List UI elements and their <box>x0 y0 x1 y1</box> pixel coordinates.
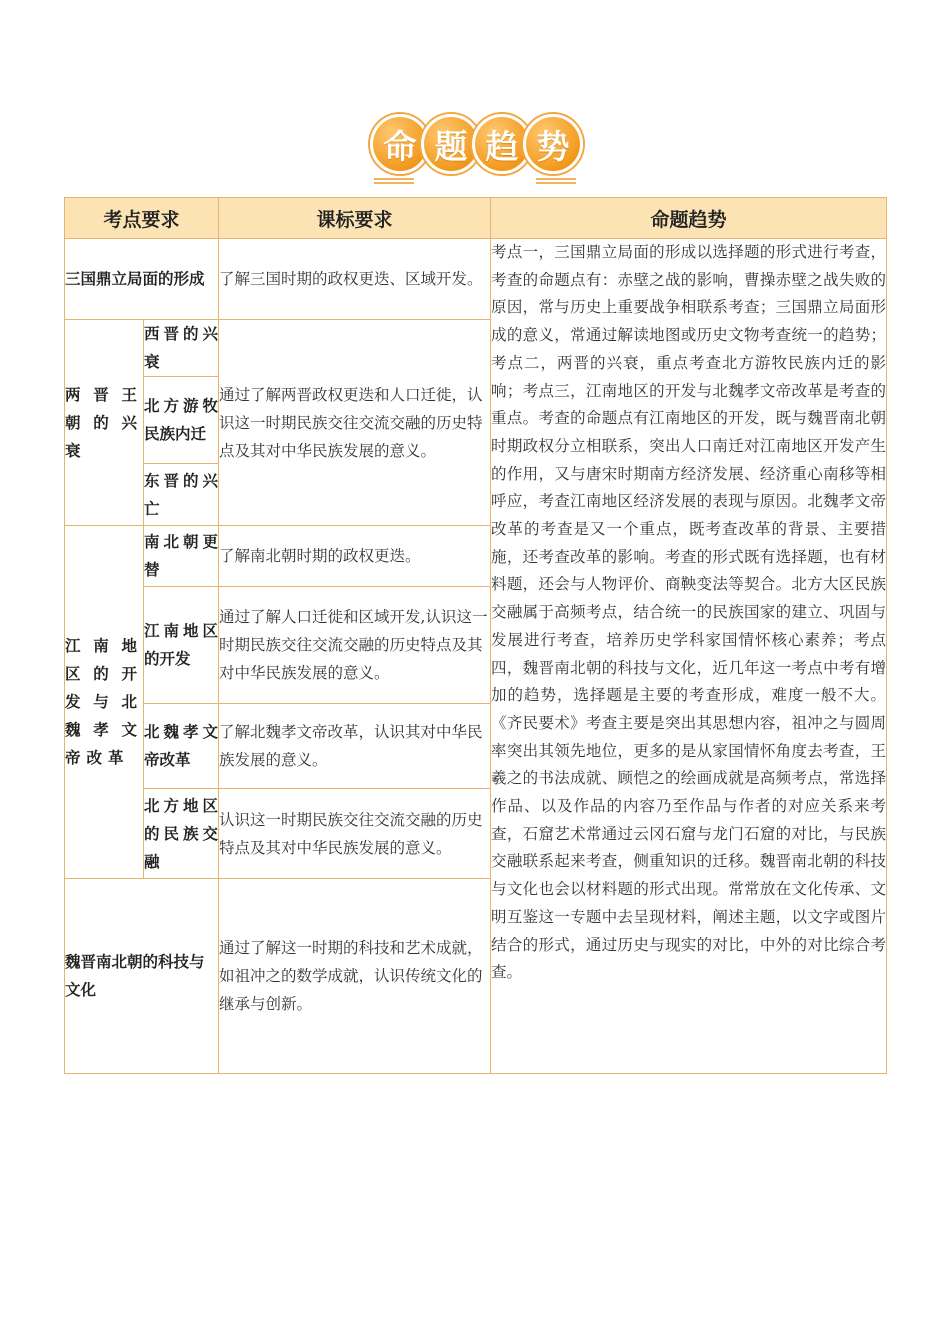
kaodian-cell: 三国鼎立局面的形成 <box>65 239 219 320</box>
header-qushi: 命题趋势 <box>491 198 887 239</box>
table-header-row <box>65 198 887 239</box>
banner-underline-left <box>374 178 414 180</box>
sub-kaodian-cell: 北方游牧民族内迁 <box>144 377 219 464</box>
sub-kaodian-cell: 南北朝更替 <box>144 526 219 587</box>
banner-char-4: 势 <box>523 114 583 174</box>
kebiao-cell: 了解北魏孝文帝改革，认识其对中华民族发展的意义。 <box>219 704 491 789</box>
kebiao-cell: 通过了解人口迁徙和区域开发,认识这一时期民族交往交流交融的历史特点及其对中华民族发展的意义。 <box>219 587 491 704</box>
banner-underline-left-2 <box>374 182 414 184</box>
kaodian-group-cell: 两晋王朝的兴衰 <box>65 320 144 526</box>
banner-underline-right <box>536 178 576 180</box>
kaodian-group-cell: 江南地区的开发与北魏孝文帝改革 <box>65 526 144 879</box>
sub-kaodian-cell: 北魏孝文帝改革 <box>144 704 219 789</box>
section-banner <box>0 112 950 184</box>
header-kebiao: 课标要求 <box>219 198 491 239</box>
kaodian-cell: 魏晋南北朝的科技与文化 <box>65 879 219 1074</box>
header-kaodian: 考点要求 <box>65 198 219 239</box>
sub-kaodian-cell: 江南地区的开发 <box>144 587 219 704</box>
kebiao-cell: 了解三国时期的政权更迭、区域开发。 <box>219 239 491 320</box>
exam-trend-table <box>64 197 887 1074</box>
kebiao-cell: 了解南北朝时期的政权更迭。 <box>219 526 491 587</box>
trend-cell <box>491 239 887 1074</box>
kebiao-cell: 通过了解这一时期的科技和艺术成就，如祖冲之的数学成就，认识传统文化的继承与创新。 <box>219 879 491 1074</box>
banner-char-3: 趋 <box>472 114 532 174</box>
sub-kaodian-cell: 北方地区的民族交融 <box>144 789 219 879</box>
banner-underline-right-2 <box>536 182 576 184</box>
banner-char-1: 命 <box>370 114 430 174</box>
trend-text: 考点一，三国鼎立局面的形成以选择题的形式进行考查，考查的命题点有：赤壁之战的影响，曹操赤壁之战失败的原因，常与历史上重要战争相联系考查；三国鼎立局面形成的意义，常通过解读地图或历史文物考查统一的趋势；考点二，两晋的兴衰，重点考查北方游牧民族内迁的影响；考点三，江南地区的开发与北魏孝文帝改革是考查的重点。考查的命题点有江南地区的开发，既与魏晋南北朝时期政权分立相联系，突出人口南迁对江南地区开发产生的作用，又与唐宋时期南方经济发展、经济重心南移等相呼应，考查江南地区经济发展的表现与原因。北魏孝文帝改革的考查是又一个重点，既考查改革的背景、主要措施，还考查改革的影响。考查的形式既有选择题，也有材料题，还会与人物评价、商鞅变法等契合。北方大区民族交融属于高频考点，结合统一的民族国家的建立、巩固与发展进行考查，培养历史学科家国情怀核心素养；考点四，魏晋南北朝的科技与文化，近几年这一考点中考有增加的趋势，选择题是主要的考查形成，难度一般不大。《齐民要术》考查主要是突出其思想内容，祖冲之与圆周率突出其领先地位，更多的是从家国情怀角度去考查，王羲之的书法成就、顾恺之的绘画成就是高频考点，常选择作品、以及作品的内容乃至作品与作者的对应关系来考查，石窟艺术常通过云冈石窟与龙门石窟的对比，与民族交融联系起来考查，侧重知识的迁移。魏晋南北朝的科技与文化也会以材料题的形式出现。常常放在文化传承、文明互鉴这一专题中去呈现材料，阐述主题，以文字或图片结合的形式，通过历史与现实的对比，中外的对比综合考查。 <box>491 243 887 982</box>
sub-kaodian-cell: 东晋的兴亡 <box>144 464 219 526</box>
kebiao-cell: 认识这一时期民族交往交流交融的历史特点及其对中华民族发展的意义。 <box>219 789 491 879</box>
kebiao-cell: 通过了解两晋政权更迭和人口迁徙，认识这一时期民族交往交流交融的历史特点及其对中华民族发展的意义。 <box>219 320 491 526</box>
table-row <box>65 239 887 320</box>
sub-kaodian-cell: 西晋的兴衰 <box>144 320 219 377</box>
banner-char-2: 题 <box>421 114 481 174</box>
